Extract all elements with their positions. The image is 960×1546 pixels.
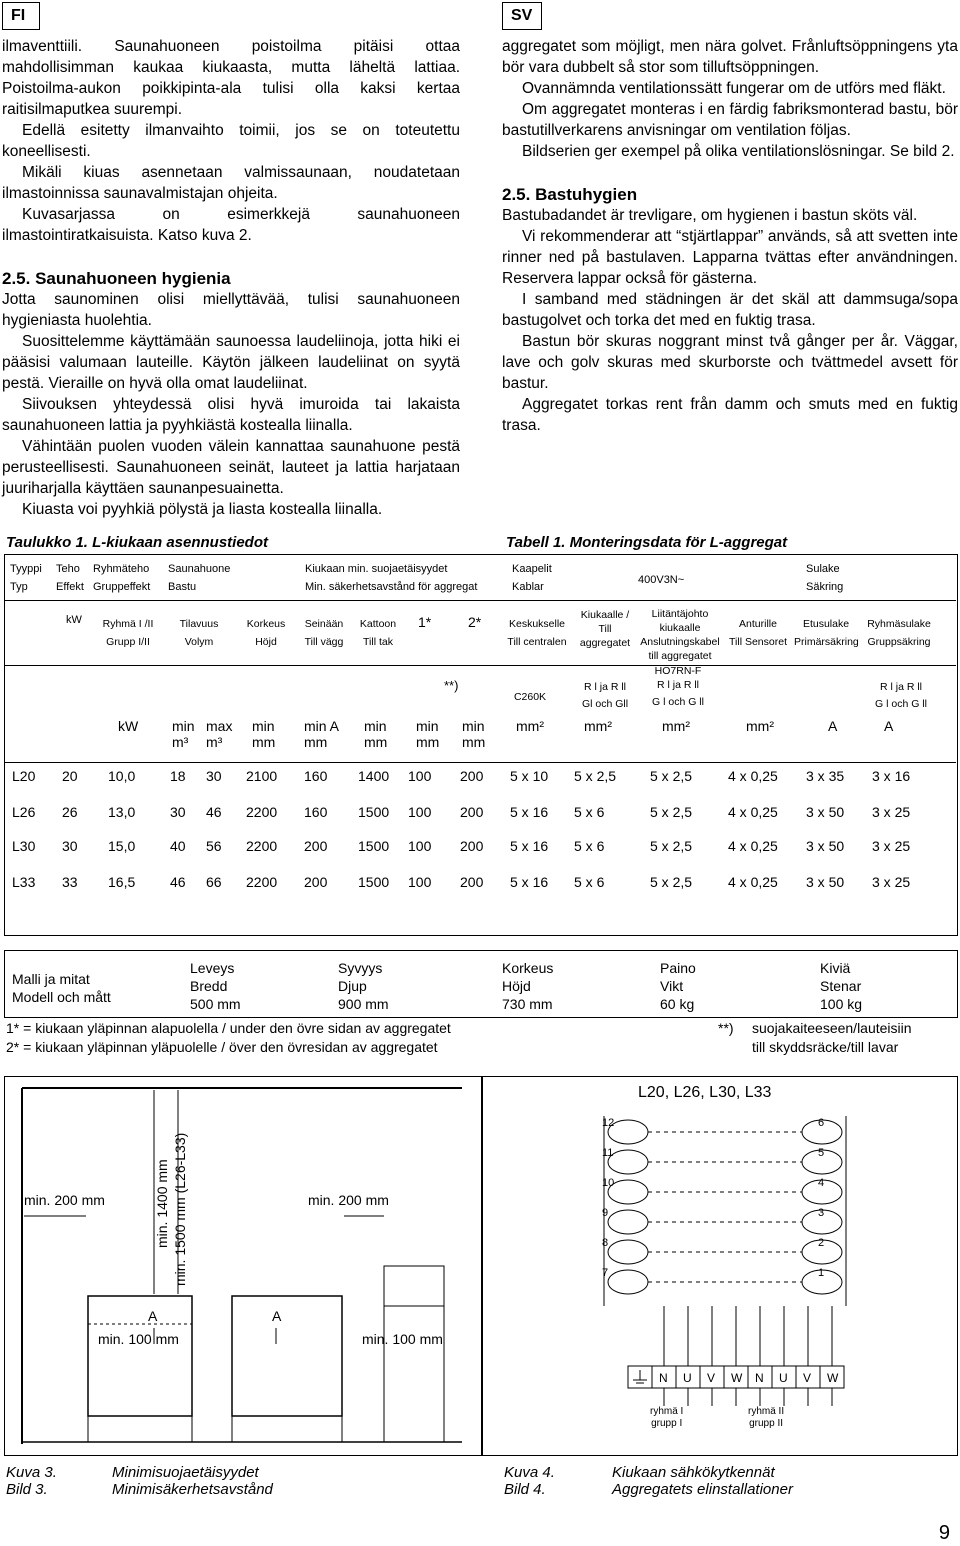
table-cell: 2100 xyxy=(246,768,278,784)
element-number: 2 xyxy=(818,1237,825,1249)
table-cell: 200 xyxy=(460,768,484,784)
wiring-diagram xyxy=(482,1076,956,1454)
element-number: 7 xyxy=(602,1267,609,1279)
hdr-to-wall: Seinään Till vägg xyxy=(304,618,344,648)
dims-value: Djup xyxy=(338,978,367,994)
fi-column xyxy=(2,36,460,520)
table-cell: 5 x 2,5 xyxy=(574,768,617,784)
table-caption-sv: Tabell 1. Monteringsdata för L-aggregat xyxy=(506,534,788,551)
table-cell: 3 x 16 xyxy=(872,768,911,784)
terminal-label: W xyxy=(731,1371,743,1385)
lang-tab-fi: FI xyxy=(2,2,40,30)
unit-primary-fuse: A xyxy=(828,718,838,734)
table-cell: L26 xyxy=(12,804,36,820)
fi-paragraph: Kuvasarjassa on esimerkkejä saunahuoneen ilmastointiratkaisuista. Katso kuva 2. xyxy=(2,206,460,244)
element-number: 9 xyxy=(602,1207,609,1219)
fi-paragraph: Jotta saunominen olisi miellyttävää, tulisi saunahuoneen hygieniasta huolehtia. xyxy=(2,291,460,329)
table-cell: 20 xyxy=(62,768,78,784)
table-cell: 100 xyxy=(408,768,432,784)
table-cell: L20 xyxy=(12,768,36,784)
table-cell: L30 xyxy=(12,838,36,854)
hdr-type: Tyyppi Typ xyxy=(10,563,42,593)
clearance-ceiling-1500: min. 1500 mm (L26-L33) xyxy=(172,1132,188,1286)
unit-vol-min: min m³ xyxy=(172,718,195,750)
table-rule xyxy=(4,600,956,601)
dims-label: Malli ja mitat Modell och mått xyxy=(12,971,111,1005)
sv-paragraph: I samband med städningen är det skäl att dammsuga/sopa bastugolvet och torka det med en fuktig trasa. xyxy=(502,291,958,329)
clearance-floor-left: min. 100 mm xyxy=(98,1331,179,1347)
element-number: 8 xyxy=(602,1237,609,1249)
hdr-two-star: 2* xyxy=(468,614,482,630)
table-cell: 3 x 50 xyxy=(806,838,845,854)
dimensions-box xyxy=(4,950,958,1018)
table-cell: 5 x 16 xyxy=(510,838,549,854)
hdr-group-fuse: Ryhmäsulake Gruppsäkring xyxy=(867,618,931,648)
hdr-heater-cable-type: R l ja R ll Gl och Gll xyxy=(581,681,629,710)
table-cell: 1500 xyxy=(358,874,390,890)
sv-column xyxy=(502,36,958,436)
unit-sensor: mm² xyxy=(746,718,774,734)
hdr-group-fuse-type: R l ja R ll G l och G ll xyxy=(875,681,927,710)
clearance-right: min. 200 mm xyxy=(308,1192,389,1208)
table-cell: 16,5 xyxy=(108,874,136,890)
hdr-to-heater: Kiukaalle / Till aggregatet xyxy=(579,609,631,649)
table-cell: 5 x 16 xyxy=(510,804,549,820)
dims-value: 900 mm xyxy=(338,996,389,1012)
fi-paragraph: Kiuasta voi pyyhkiä pölystä ja liasta kostealla liinalla. xyxy=(22,501,383,518)
table-cell: 26 xyxy=(62,804,78,820)
unit-conn: mm² xyxy=(662,718,690,734)
dims-value: Syvyys xyxy=(338,960,383,976)
element-number: 5 xyxy=(818,1147,825,1159)
unit-two-star: min mm xyxy=(462,718,486,750)
table-cell: 30 xyxy=(206,768,222,784)
table-cell: 2200 xyxy=(246,838,278,854)
sv-paragraph: aggregatet som möjligt, men nära golvet. Frånluftsöppningens yta bör vara dubbelt så stor som tilluftsöppningen. xyxy=(502,38,958,76)
dims-value: Stenar xyxy=(820,978,862,994)
element-number: 10 xyxy=(602,1177,615,1189)
table-cell: 4 x 0,25 xyxy=(728,804,778,820)
fi-section-title: 2.5. Saunahuoneen hygienia xyxy=(2,269,231,288)
table-cell: 200 xyxy=(304,838,328,854)
table-cell: 3 x 50 xyxy=(806,804,845,820)
table-cell: 3 x 50 xyxy=(806,874,845,890)
element-number: 1 xyxy=(818,1267,825,1279)
table-cell: 15,0 xyxy=(108,838,136,854)
sv-paragraph: Aggregatet torkas rent från damm och smuts med en fuktig trasa. xyxy=(502,396,958,434)
table-cell: 5 x 6 xyxy=(574,838,605,854)
dims-value: 500 mm xyxy=(190,996,241,1012)
table-cell: 18 xyxy=(170,768,186,784)
note-double-star-mark: **) xyxy=(718,1020,734,1036)
note-double-star-sv: till skyddsräcke/till lavar xyxy=(752,1039,899,1055)
table-caption-fi: Taulukko 1. L-kiukaan asennustiedot xyxy=(6,534,269,551)
unit-wall: min A mm xyxy=(304,718,340,750)
table-cell: 33 xyxy=(62,874,78,890)
table-cell: 5 x 2,5 xyxy=(650,838,693,854)
table-cell: 4 x 0,25 xyxy=(728,768,778,784)
table-cell: 3 x 25 xyxy=(872,838,911,854)
sv-paragraph: Ovannämnda ventilationssätt fungerar om de utförs med fläkt. xyxy=(522,80,946,97)
clearance-floor-right: min. 100 mm xyxy=(362,1331,443,1347)
fi-paragraph: Suosittelemme käyttämään saunoessa laudeliinoja, jotta hiki ei pääsisi valumaan lauteille. Käytön jälkeen laudeliinat on syytä pestä. Vieraille on hyvä olla omat laudeliinat. xyxy=(2,333,460,392)
dimension-a-left: A xyxy=(148,1308,158,1324)
hdr-ho7rn: HO7RN-F R l ja R ll G l och G ll xyxy=(652,665,704,708)
fig4-caption: Kuva 4. Kiukaan sähkökytkennät Bild 4. Aggregatets elinstallationer xyxy=(504,1464,793,1498)
dims-value: Paino xyxy=(660,960,696,976)
table-cell: 4 x 0,25 xyxy=(728,838,778,854)
element-number: 4 xyxy=(818,1177,825,1189)
wiring-title: L20, L26, L30, L33 xyxy=(638,1084,772,1101)
unit-kw: kW xyxy=(118,718,139,734)
table-cell: 10,0 xyxy=(108,768,136,784)
dims-value: Höjd xyxy=(502,978,531,994)
dims-value: 730 mm xyxy=(502,996,553,1012)
hdr-safety-distance: Kiukaan min. suojaetäisyydet Min. säkerhetsavstånd för aggregat xyxy=(305,563,478,593)
table-cell: 5 x 2,5 xyxy=(650,874,693,890)
unit-height: min mm xyxy=(252,718,276,750)
terminal-label: W xyxy=(827,1371,839,1385)
table-cell: 5 x 2,5 xyxy=(650,804,693,820)
table-cell: 100 xyxy=(408,874,432,890)
hdr-to-ceiling: Kattoon Till tak xyxy=(359,618,397,648)
fi-paragraph: Mikäli kiuas asennetaan valmissaunaan, noudatetaan ilmastoinnissa saunavalmistajan ohjeita. xyxy=(2,164,460,202)
element-number: 12 xyxy=(602,1117,615,1129)
sv-paragraph: Bastubadandet är trevligare, om hygienen i bastun sköts väl. xyxy=(502,207,918,224)
fi-paragraph: Siivouksen yhteydessä olisi hyvä imuroida tai lakaista saunahuoneen lattia ja pyyhkiästä kostealla liinalla. xyxy=(2,396,460,434)
terminal-label: V xyxy=(803,1371,812,1385)
sv-paragraph: Bildserien ger exempel på olika ventilationslösningar. Se bild 2. xyxy=(522,143,955,160)
dims-value: Leveys xyxy=(190,960,235,976)
table-rule xyxy=(4,762,956,763)
lang-tab-sv: SV xyxy=(502,2,542,30)
unit-central: mm² xyxy=(516,718,544,734)
table-cell: 1500 xyxy=(358,804,390,820)
note-one-star: 1* = kiukaan yläpinnan alapuolella / under den övre sidan av aggregatet xyxy=(6,1020,451,1036)
hdr-double-star: **) xyxy=(444,678,459,693)
terminal-label: U xyxy=(683,1371,692,1385)
fi-paragraph: Edellä esitetty ilmanvaihto toimii, jos se on toteutettu koneellisesti. xyxy=(2,122,460,160)
sv-paragraph: Om aggregatet monteras i en färdig fabriksmonterad bastu, bör bastutillverkarens anvisningar om ventilation följas. xyxy=(502,101,958,139)
hdr-to-central: Keskukselle Till centralen xyxy=(507,618,567,648)
table-cell: 5 x 16 xyxy=(510,874,549,890)
hdr-group: Ryhmä I /II Grupp I/II xyxy=(102,618,154,648)
table-cell: 40 xyxy=(170,838,186,854)
dimension-a-right: A xyxy=(272,1308,282,1324)
dims-value: Korkeus xyxy=(502,960,554,976)
table-cell: 30 xyxy=(62,838,78,854)
hdr-primary-fuse: Etusulake Primärsäkring xyxy=(794,618,859,648)
terminal-label: U xyxy=(779,1371,788,1385)
table-cell: L33 xyxy=(12,874,36,890)
table-cell: 160 xyxy=(304,804,328,820)
table-cell: 46 xyxy=(170,874,186,890)
hdr-connection-cable: Liitäntäjohto kiukaalle Anslutningskabel till aggregatet xyxy=(640,608,720,662)
hdr-sauna-room: Saunahuone Bastu xyxy=(168,563,231,593)
hdr-group-power: Ryhmäteho Gruppeffekt xyxy=(93,563,151,593)
dims-value: Vikt xyxy=(660,978,684,994)
table-cell: 5 x 2,5 xyxy=(650,768,693,784)
hdr-one-star: 1* xyxy=(418,614,432,630)
table-rule xyxy=(4,665,956,666)
table-cell: 56 xyxy=(206,838,222,854)
table-cell: 200 xyxy=(460,804,484,820)
table-cell: 100 xyxy=(408,804,432,820)
table-cell: 200 xyxy=(460,838,484,854)
element-number: 6 xyxy=(818,1117,825,1129)
dims-value: 100 kg xyxy=(820,996,863,1012)
hdr-kw: kW xyxy=(66,614,82,626)
table-cell: 30 xyxy=(170,804,186,820)
table-cell: 1400 xyxy=(358,768,390,784)
table-cell: 2200 xyxy=(246,874,278,890)
heating-element-ring xyxy=(608,1240,648,1264)
table-cell: 66 xyxy=(206,874,222,890)
table-cell: 46 xyxy=(206,804,222,820)
group-1-label: ryhmä I grupp I xyxy=(650,1406,684,1429)
table-cell: 160 xyxy=(304,768,328,784)
table-cell: 100 xyxy=(408,838,432,854)
heating-element-ring xyxy=(608,1150,648,1174)
sv-section-title: 2.5. Bastuhygien xyxy=(502,185,638,204)
hdr-height: Korkeus Höjd xyxy=(246,618,286,648)
unit-vol-max: max m³ xyxy=(206,718,233,750)
fig3-caption: Kuva 3. Minimisuojaetäisyydet Bild 3. Minimisäkerhetsavstånd xyxy=(6,1464,273,1498)
unit-one-star: min mm xyxy=(416,718,440,750)
sv-paragraph: Vi rekommenderar att “stjärtlappar” används, så att svetten inte rinner ned på bastulaven. Lapparna tvättas efter användningen. Reservera lappar också för gästerna. xyxy=(502,228,958,287)
table-cell: 3 x 25 xyxy=(872,874,911,890)
heating-element-ring xyxy=(608,1270,648,1294)
clearance-ceiling-1400: min. 1400 mm xyxy=(154,1159,170,1248)
table-cell: 13,0 xyxy=(108,804,136,820)
table-cell: 3 x 25 xyxy=(872,804,911,820)
hdr-voltage: 400V3N~ xyxy=(638,574,685,586)
dims-value: 60 kg xyxy=(660,996,695,1012)
hdr-cables: Kaapelit Kablar xyxy=(512,563,552,593)
terminal-label: N xyxy=(755,1371,764,1385)
unit-ceiling: min mm xyxy=(364,718,388,750)
fi-paragraph: ilmaventtiili. Saunahuoneen poistoilma pitäisi ottaa mahdollisimman kaukaa kiukaasta, mutta läheltä lattiaa. Poistoilma-aukon poikkipinta-ala tulisi olla kaksi kertaa raitisilmaputkea suurempi. xyxy=(2,38,460,118)
table-cell: 1500 xyxy=(358,838,390,854)
terminal-label: N xyxy=(659,1371,668,1385)
terminal-label: V xyxy=(707,1371,716,1385)
hdr-to-sensor: Anturille Till Sensoret xyxy=(729,618,787,648)
dims-value: Bredd xyxy=(190,978,228,994)
fi-paragraph: Vähintään puolen vuoden välein kannattaa saunahuone pestä perusteellisesti. Saunahuoneen seinät, lauteet ja lattia harjataan juuriharjalla käyttäen saunanpesuainetta. xyxy=(2,438,460,497)
note-double-star-fi: suojakaiteeseen/lauteisiin xyxy=(752,1020,912,1036)
hdr-power: Teho Effekt xyxy=(56,563,84,593)
table-cell: 3 x 35 xyxy=(806,768,845,784)
element-number: 11 xyxy=(602,1147,614,1159)
heating-element-ring xyxy=(608,1210,648,1234)
clearance-left-wall: min. 200 mm xyxy=(24,1192,105,1208)
element-number: 3 xyxy=(818,1207,825,1219)
table-cell: 2200 xyxy=(246,804,278,820)
table-cell: 5 x 6 xyxy=(574,804,605,820)
hdr-volume: Tilavuus Volym xyxy=(179,618,219,648)
table-cell: 5 x 6 xyxy=(574,874,605,890)
table-cell: 4 x 0,25 xyxy=(728,874,778,890)
hdr-fuse: Sulake Säkring xyxy=(806,563,844,593)
dims-value: Kiviä xyxy=(820,960,851,976)
note-two-star: 2* = kiukaan yläpinnan yläpuolelle / över den övresidan av aggregatet xyxy=(6,1039,438,1055)
group-2-label: ryhmä II grupp II xyxy=(748,1406,785,1429)
unit-group-fuse: A xyxy=(884,718,894,734)
page-number: 9 xyxy=(938,1522,950,1544)
sv-paragraph: Bastun bör skuras noggrant minst två gånger per år. Väggar, lave och golv skuras med skurborste och tvättmedel avsett för bastur. xyxy=(502,333,958,392)
table-cell: 5 x 10 xyxy=(510,768,549,784)
unit-heater: mm² xyxy=(584,718,612,734)
figure-3-drawing xyxy=(4,1076,480,1454)
table-cell: 200 xyxy=(460,874,484,890)
table-cell: 200 xyxy=(304,874,328,890)
hdr-c260k: C260K xyxy=(513,691,547,703)
